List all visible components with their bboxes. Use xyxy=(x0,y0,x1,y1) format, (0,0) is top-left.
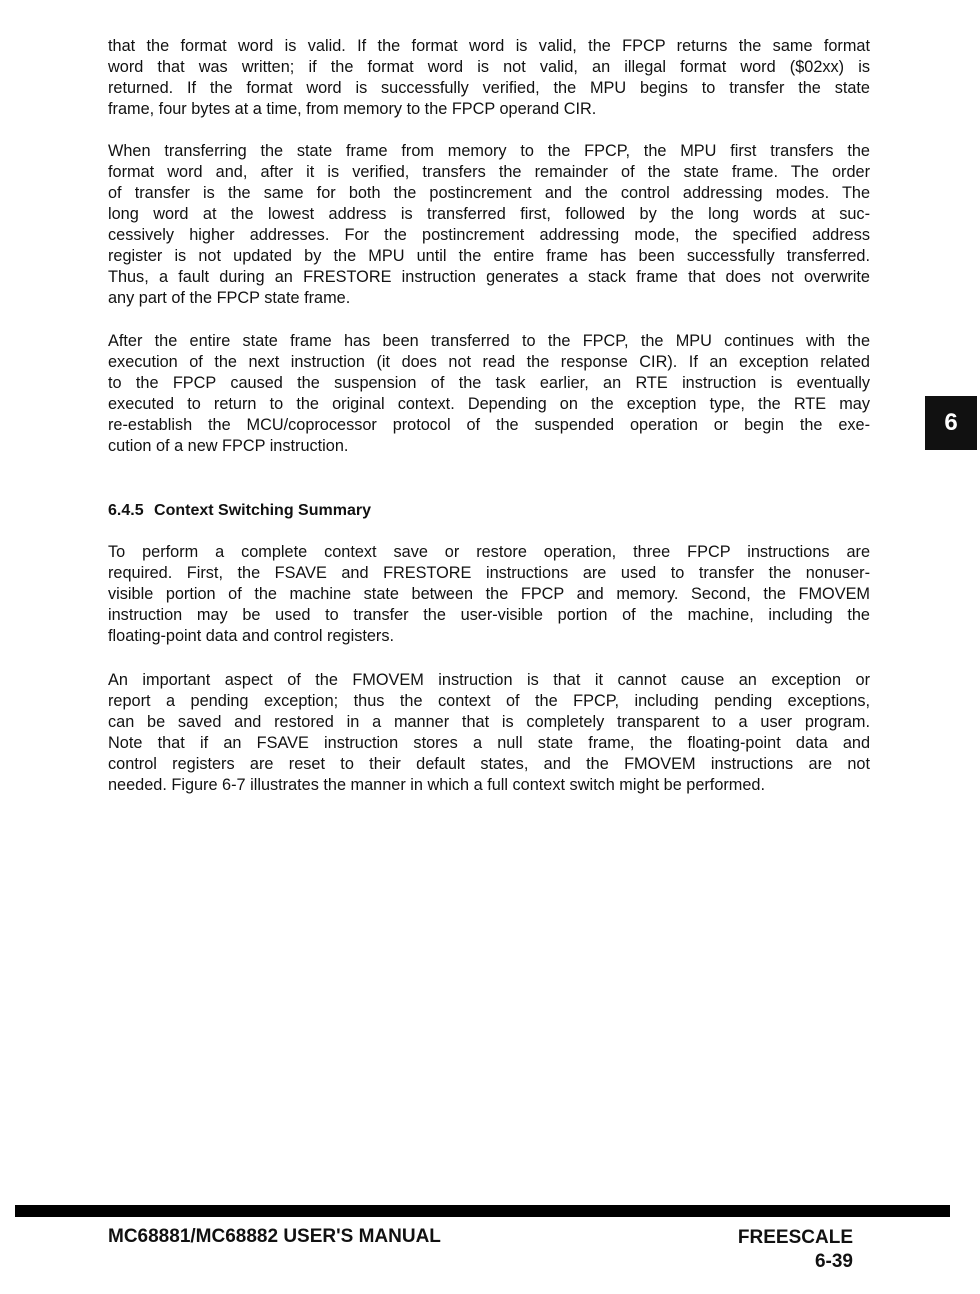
text-line: returned. If the format word is successfully verified, the MPU begins to transfer the state xyxy=(108,79,870,97)
text-line: execution of the next instruction (it does not read the response CIR). If an exception related xyxy=(108,353,870,371)
paragraph-5 xyxy=(108,670,870,796)
text-line: An important aspect of the FMOVEM instruction is that it cannot cause an exception or xyxy=(108,671,870,689)
footer-manual-title: MC68881/MC68882 USER'S MANUAL xyxy=(108,1226,441,1247)
text-line: Thus, a fault during an FRESTORE instruction generates a stack frame that does not overwrite xyxy=(108,268,870,286)
paragraph-2 xyxy=(108,141,870,309)
text-line: that the format word is valid. If the format word is valid, the FPCP returns the same format xyxy=(108,37,870,55)
text-line: of transfer is the same for both the postincrement and the control addressing modes. The xyxy=(108,184,870,202)
text-line: required. First, the FSAVE and FRESTORE instructions are used to transfer the nonuser- xyxy=(108,564,870,582)
text-line: word that was written; if the format word is not valid, an illegal format word ($02xx) is xyxy=(108,58,870,76)
text-line: instruction may be used to transfer the user-visible portion of the machine, including the xyxy=(108,606,870,624)
text-line: When transferring the state frame from memory to the FPCP, the MPU first transfers the xyxy=(108,142,870,160)
section-number: 6.4.5 xyxy=(108,502,144,519)
footer-right xyxy=(738,1226,853,1274)
text-line: After the entire state frame has been transferred to the FPCP, the MPU continues with the xyxy=(108,332,870,350)
text-line: report a pending exception; thus the context of the FPCP, including pending exceptions, xyxy=(108,692,870,710)
text-line: can be saved and restored in a manner that is completely transparent to a user program. xyxy=(108,713,870,731)
text-line: format word and, after it is verified, transfers the remainder of the state frame. The order xyxy=(108,163,870,181)
chapter-tab: 6 xyxy=(925,396,977,450)
paragraph-4 xyxy=(108,542,870,647)
text-line: re-establish the MCU/coprocessor protocol of the suspended operation or begin the exe- xyxy=(108,416,870,434)
text-line: To perform a complete context save or restore operation, three FPCP instructions are xyxy=(108,543,870,561)
text-line: cution of a new FPCP instruction. xyxy=(108,437,349,455)
text-line: executed to return to the original context. Depending on the exception type, the RTE may xyxy=(108,395,870,413)
text-line: floating-point data and control registers. xyxy=(108,627,394,645)
text-line: needed. Figure 6-7 illustrates the manner in which a full context switch might be performed. xyxy=(108,776,766,794)
section-title: Context Switching Summary xyxy=(154,502,371,519)
paragraph-3 xyxy=(108,331,870,457)
paragraph-1 xyxy=(108,36,870,120)
text-line: any part of the FPCP state frame. xyxy=(108,289,351,307)
text-line: long word at the lowest address is transferred first, followed by the long words at suc- xyxy=(108,205,870,223)
text-line: register is not updated by the MPU until the entire frame has been successfully transferred. xyxy=(108,247,870,265)
text-line: to the FPCP caused the suspension of the task earlier, an RTE instruction is eventually xyxy=(108,374,870,392)
footer-publisher: FREESCALE xyxy=(737,1227,853,1248)
text-line: Note that if an FSAVE instruction stores a null state frame, the floating-point data and xyxy=(108,734,870,752)
text-line: visible portion of the machine state between the FPCP and memory. Second, the FMOVEM xyxy=(108,585,870,603)
section-heading xyxy=(108,500,371,522)
text-line: cessively higher addresses. For the postincrement addressing mode, the specified address xyxy=(108,226,870,244)
text-line: frame, four bytes at a time, from memory to the FPCP operand CIR. xyxy=(108,100,597,118)
text-line: control registers are reset to their default states, and the FMOVEM instructions are not xyxy=(108,755,870,773)
footer-rule xyxy=(15,1205,950,1217)
page-number: 6-39 xyxy=(814,1251,853,1272)
